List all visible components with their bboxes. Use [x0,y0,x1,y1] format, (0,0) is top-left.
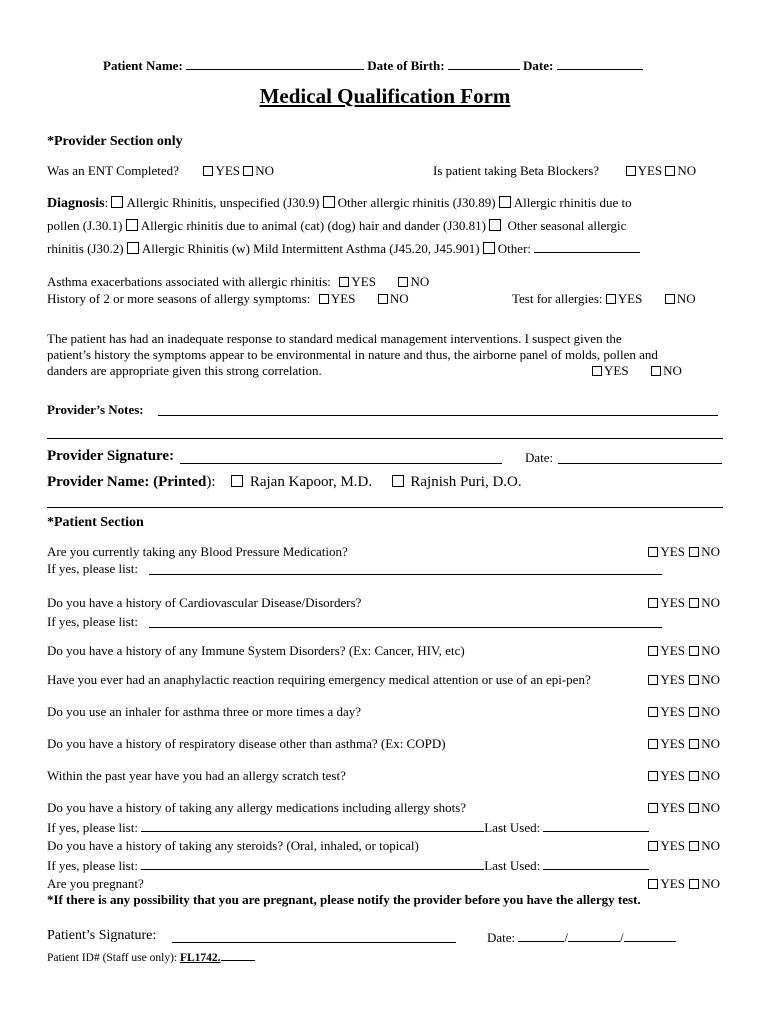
immune-question: Do you have a history of any Immune System Disorders? (Ex: Cancer, HIV, etc) [47,643,465,658]
inhaler-yes-checkbox[interactable] [648,707,658,717]
bp-yes-no: YES NO [647,544,720,560]
form-title: Medical Qualification Form [259,84,511,108]
diagnosis-line-2: pollen (J.30.1) Allergic rhinitis due to animal (cat) (dog) hair and dander (J30.81) Other seasonal allergic [47,218,627,233]
steroids-yes-no: YES NO [647,838,720,854]
history-yes-checkbox[interactable] [319,294,329,304]
diagnosis-other-checkbox[interactable] [483,242,495,254]
inhaler-question: Do you use an inhaler for asthma three or more times a day? [47,704,362,719]
anaphylactic-no-checkbox[interactable] [689,675,699,685]
header-date-field[interactable] [557,57,643,70]
history-question: History of 2 or more seasons of allergy symptoms: YES NO [47,291,409,306]
pregnant-yes-checkbox[interactable] [648,879,658,889]
statement-yes-no: YES NO [592,363,682,379]
statement-yes-checkbox[interactable] [592,366,602,376]
bp-question: Are you currently taking any Blood Pressure Medication? [47,544,348,559]
patient-section-heading: *Patient Section [47,515,144,530]
provider-notes-field-2[interactable] [47,438,723,439]
diagnosis-j30-2-checkbox[interactable] [489,219,501,231]
patient-id-field[interactable] [221,950,255,961]
allergy-meds-list-field[interactable] [141,819,484,832]
anaphylactic-yes-no: YES NO [647,672,720,688]
respiratory-question: Do you have a history of respiratory disease other than asthma? (Ex: COPD) [47,736,446,751]
bp-no-checkbox[interactable] [689,547,699,557]
diagnosis-j30-1-checkbox[interactable] [499,196,511,208]
cardio-list-field[interactable] [149,627,662,628]
pregnant-no-checkbox[interactable] [689,879,699,889]
cardio-yes-checkbox[interactable] [648,598,658,608]
scratch-no-checkbox[interactable] [689,771,699,781]
allergy-meds-yes-no: YES NO [647,800,720,816]
steroids-question: Do you have a history of taking any steroids? (Oral, inhaled, or topical) [47,838,419,853]
diagnosis-line-1: Diagnosis: Allergic Rhinitis, unspecified (J30.9) Other allergic rhinitis (J30.89) Allergic rhinitis due to [47,195,632,211]
bp-list-field[interactable] [149,574,662,575]
beta-no-checkbox[interactable] [665,166,675,176]
allergy-meds-question: Do you have a history of taking any allergy medications including allergy shots? [47,800,467,815]
allergy-meds-no-checkbox[interactable] [689,803,699,813]
patient-signature-field[interactable] [172,942,456,943]
patient-id-value: FL1742. [179,952,221,964]
pregnant-yes-no: YES NO [647,876,720,892]
steroids-list-field[interactable] [141,857,484,870]
steroids-no-checkbox[interactable] [689,841,699,851]
bp-list-label: If yes, please list: [47,561,138,576]
test-yes-checkbox[interactable] [606,294,616,304]
section-divider [47,507,723,508]
provider-kapoor-label: Rajan Kapoor, M.D. [249,474,373,490]
provider-date-field[interactable] [558,463,722,464]
provider-puri-checkbox[interactable] [392,475,404,487]
allergy-meds-yes-checkbox[interactable] [648,803,658,813]
asthma-question: Asthma exacerbations associated with allergic rhinitis: YES NO [47,274,430,289]
bp-yes-checkbox[interactable] [648,547,658,557]
diagnosis-line-3: rhinitis (J30.2) Allergic Rhinitis (w) Mild Intermittent Asthma (J45.20, J45.901) Other: [47,240,640,257]
patient-signature-label: Patient’s Signature: [47,928,157,943]
asthma-no-checkbox[interactable] [398,277,408,287]
cardio-list-label: If yes, please list: [47,614,138,629]
anaphylactic-question: Have you ever had an anaphylactic reaction requiring emergency medical attention or use of an epi-pen? [47,672,591,687]
immune-yes-no: YES NO [647,643,720,659]
respiratory-yes-checkbox[interactable] [648,739,658,749]
provider-signature-label: Provider Signature: [47,448,175,464]
patient-date-year-field[interactable] [624,929,676,942]
pregnancy-notice: *If there is any possibility that you are pregnant, please notify the provider before you have the allergy test. [47,892,641,907]
patient-info-header [103,57,643,74]
immune-yes-checkbox[interactable] [648,646,658,656]
inhaler-no-checkbox[interactable] [689,707,699,717]
immune-no-checkbox[interactable] [689,646,699,656]
provider-notes-field[interactable] [158,415,718,416]
diagnosis-label: Diagnosis [47,196,105,211]
scratch-yes-checkbox[interactable] [648,771,658,781]
dob-field[interactable] [448,57,520,70]
ent-no-checkbox[interactable] [243,166,253,176]
cardio-question: Do you have a history of Cardiovascular Disease/Disorders? [47,595,362,610]
diagnosis-j45-checkbox[interactable] [127,242,139,254]
respiratory-yes-no: YES NO [647,736,720,752]
diagnosis-other-field[interactable] [534,240,640,253]
patient-name-label: Patient Name: [103,58,183,73]
allergy-meds-list: If yes, please list: Last Used: [47,819,649,836]
patient-date-month-field[interactable] [518,929,564,942]
scratch-yes-no: YES NO [647,768,720,784]
anaphylactic-yes-checkbox[interactable] [648,675,658,685]
provider-notes-label: Provider’s Notes: [47,402,144,417]
provider-kapoor-checkbox[interactable] [231,475,243,487]
steroids-yes-checkbox[interactable] [648,841,658,851]
beta-yes-checkbox[interactable] [626,166,636,176]
steroids-last-used-field[interactable] [543,857,649,870]
patient-date: Date: / / [487,929,676,946]
provider-signature-field[interactable] [180,463,502,464]
header-date-label: Date: [523,58,554,73]
patient-id-line [47,950,255,964]
dob-label: Date of Birth: [367,58,445,73]
history-no-checkbox[interactable] [378,294,388,304]
patient-date-day-field[interactable] [568,929,620,942]
cardio-no-checkbox[interactable] [689,598,699,608]
statement-no-checkbox[interactable] [651,366,661,376]
provider-name-line: Provider Name: (Printed): Rajan Kapoor, M.D. Rajnish Puri, D.O. [47,474,522,490]
test-no-checkbox[interactable] [665,294,675,304]
provider-date-label: Date: [525,450,554,465]
diagnosis-j30-9-checkbox[interactable] [111,196,123,208]
provider-puri-label: Rajnish Puri, D.O. [410,474,522,490]
steroids-list: If yes, please list: Last Used: [47,857,649,874]
allergy-meds-last-used-field[interactable] [543,819,649,832]
pregnant-question: Are you pregnant? [47,876,144,891]
medical-statement: The patient has had an inadequate response to standard medical management interventions. I suspect given the patient’s history the symptoms appear to be environmental in nature and thus, the airborne panel of molds, pollen and danders are appropriate given this strong correlation. [47,331,658,378]
respiratory-no-checkbox[interactable] [689,739,699,749]
provider-section-heading: *Provider Section only [47,134,183,149]
inhaler-yes-no: YES NO [647,704,720,720]
test-question: Test for allergies: YES NO [512,291,696,306]
patient-id-label: Patient ID# (Staff use only): [47,952,178,964]
asthma-yes-checkbox[interactable] [339,277,349,287]
diagnosis-j30-81-checkbox[interactable] [126,219,138,231]
provider-name-label: Provider Name: (Printed [47,474,207,490]
diagnosis-j30-89-checkbox[interactable] [323,196,335,208]
beta-question: Is patient taking Beta Blockers? YES NO [433,163,697,178]
ent-yes-checkbox[interactable] [203,166,213,176]
cardio-yes-no: YES NO [647,595,720,611]
scratch-question: Within the past year have you had an allergy scratch test? [47,768,346,783]
patient-name-field[interactable] [186,57,364,70]
ent-question: Was an ENT Completed? YES NO [47,163,275,178]
